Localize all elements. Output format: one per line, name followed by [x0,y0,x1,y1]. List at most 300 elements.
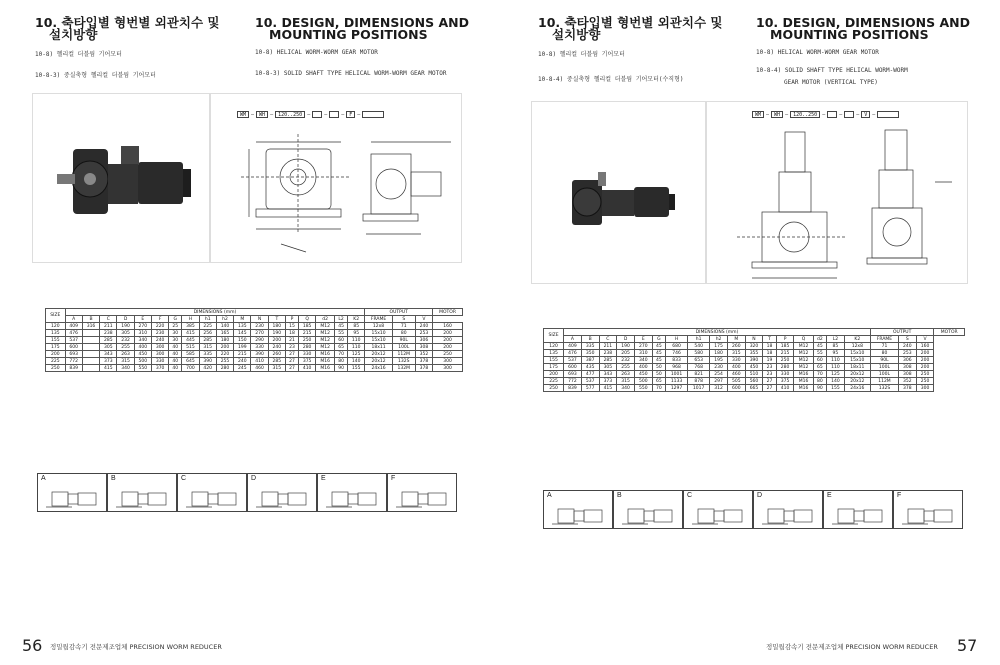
table-cell: 27 [285,365,298,372]
position-a [37,473,107,512]
position-f [893,490,963,529]
type-code: WM – WH – 120..250 – – – F – [237,111,384,118]
table-cell: 340 [117,365,134,372]
col-h2: h2 [216,316,233,323]
position-label: A [41,475,46,482]
col-n: N [251,316,268,323]
position-f [387,473,457,512]
table-cell: 420 [199,365,216,372]
table-cell: 155 [544,357,564,364]
table-cell [82,365,99,372]
table-cell: 20x12 [844,378,870,385]
gearmotor-icon [614,491,684,530]
table-cell: 65 [335,344,348,351]
position-label: D [757,492,763,499]
position-e [823,490,893,529]
table-cell: 505 [727,378,745,385]
table-cell: 330 [776,371,794,378]
table-cell: 190 [117,323,134,330]
table-cell: 577 [581,385,599,392]
table-cell: 18x11 [365,344,392,351]
position-label: F [391,475,396,482]
table-cell [82,330,99,337]
table-cell: 250 [916,378,934,385]
table-cell: 343 [599,371,617,378]
table-cell: 195 [710,357,728,364]
position-label: C [687,492,693,499]
subtitle-en-2a: 10-8-4) SOLID SHAFT TYPE HELICAL WORM-WORM [756,67,908,74]
table-cell: 410 [298,365,315,372]
table-cell: 185 [776,343,794,350]
table-cell: 254 [710,371,728,378]
table-cell: 200 [544,371,564,378]
table-row [46,344,463,351]
table-cell: 15x10 [365,337,392,344]
col-g: G [169,316,182,323]
table-cell: 250 [916,371,934,378]
table-cell: 135 [234,323,251,330]
table-cell: 653 [688,357,710,364]
table-cell: 45 [652,350,665,357]
table-cell: 180 [268,323,285,330]
table-cell: 320 [745,343,763,350]
table-cell: 415 [182,330,199,337]
header-output: OUTPUT [870,329,933,336]
table-cell: 199 [234,344,251,351]
table-cell: 476 [65,330,82,337]
header-dimensions: DIMENSIONS (mm) [65,309,365,316]
table-cell: M16 [794,371,813,378]
table-cell: 312 [710,385,728,392]
table-cell: 290 [251,337,268,344]
table-cell: 50 [652,371,665,378]
table-cell: 390 [199,358,216,365]
table-cell: 330 [151,358,168,365]
table-cell: 263 [117,351,134,358]
table-cell: 100L [392,344,415,351]
table-cell: 768 [688,364,710,371]
table-cell: 537 [65,337,82,344]
gearmotor-icon [108,474,178,513]
table-cell: 1297 [666,385,688,392]
subtitle-ko-1: 10-8) 헬리컬 더블웜 기어모터 [35,51,122,58]
table-cell: 1133 [666,378,688,385]
table-cell: 315 [199,344,216,351]
col-b: B [581,336,599,343]
table-cell: M16 [794,378,813,385]
footer-text: 정밀웜감속기 전문제조업체 PRECISION WORM REDUCER [50,643,222,651]
table-cell: 180 [216,337,233,344]
subtitle-ko-2: 10-8-4) 중실축형 헬리컬 더블웜 기어모터(수직형) [538,76,684,83]
col-h1: h1 [199,316,216,323]
table-cell: 477 [581,371,599,378]
table-cell: 300 [151,351,168,358]
mounting-positions [543,490,963,529]
dimension-drawing [210,93,462,263]
table-cell: 537 [564,357,582,364]
table-cell: 90L [870,357,898,364]
table-cell: 240 [268,344,285,351]
table-cell: 200 [916,350,934,357]
header-motor: MOTOR [934,329,965,336]
table-cell: 60 [335,337,348,344]
table-cell: 85 [827,343,845,350]
table-cell: 409 [564,343,582,350]
table-cell: 700 [182,365,199,372]
col-p: P [776,336,794,343]
table-cell: 285 [599,357,617,364]
table-cell: 435 [581,364,599,371]
table-cell: 350 [581,350,599,357]
gearmotor-icon [894,491,964,530]
table-row [46,323,463,330]
table-cell: 240 [898,343,916,350]
table-cell: 110 [348,337,365,344]
col-k2: K2 [844,336,870,343]
table-row [544,385,965,392]
col-frame: FRAME [870,336,898,343]
table-cell [82,358,99,365]
table-cell: 280 [298,344,315,351]
table-cell: 211 [599,343,617,350]
table-cell: 315 [617,378,635,385]
table-cell: 450 [134,351,151,358]
col-c: C [100,316,117,323]
col-h: H [666,336,688,343]
position-c [177,473,247,512]
table-cell: 250 [298,337,315,344]
table-cell: 220 [151,323,168,330]
col-size: SIZE [46,309,66,323]
table-row [544,343,965,350]
subtitle-en-2b: GEAR MOTOR (VERTICAL TYPE) [784,79,878,86]
table-cell: 330 [727,357,745,364]
table-cell: 585 [182,351,199,358]
table-cell: 600 [65,344,82,351]
table-cell: 821 [688,371,710,378]
table-cell: 80 [813,378,826,385]
table-cell: 315 [727,350,745,357]
table-cell: M12 [316,344,335,351]
col-d2: d2 [316,316,335,323]
table-cell: 370 [151,365,168,372]
position-label: B [617,492,622,499]
table-cell: 253 [898,350,916,357]
table-cell: 20x12 [365,358,392,365]
table-cell: 40 [169,351,182,358]
table-cell: 373 [599,378,617,385]
table-cell: 255 [117,344,134,351]
table-cell: 400 [134,344,151,351]
table-cell: 27 [285,358,298,365]
position-label: A [547,492,552,499]
table-cell: 30 [169,337,182,344]
table-cell: M12 [316,323,335,330]
table-cell: 71 [392,323,415,330]
table-cell: M12 [794,350,813,357]
gearmotor-icon [388,474,458,513]
table-cell: 15x10 [365,330,392,337]
table-cell: 132S [392,358,415,365]
table-cell: 12x8 [844,343,870,350]
col-frame: FRAME [365,316,392,323]
table-cell: 150 [234,337,251,344]
gearmotor-icon [824,491,894,530]
table-cell: M16 [316,365,335,372]
table-row [544,371,965,378]
table-cell: 415 [100,365,117,372]
table-cell: 270 [634,343,652,350]
mounting-positions [37,473,457,512]
gearmotor-icon [684,491,754,530]
table-cell: 140 [827,378,845,385]
table-cell: 232 [617,357,635,364]
table-cell: 205 [617,350,635,357]
table-cell: 375 [298,358,315,365]
table-cell: 18x11 [844,364,870,371]
table-cell: 215 [776,350,794,357]
table-cell: M16 [316,351,335,358]
table-cell: 175 [46,344,66,351]
table-cell: 378 [415,358,432,365]
table-cell: 200 [216,344,233,351]
col-c: C [599,336,617,343]
table-cell: 445 [182,337,199,344]
table-cell: 230 [710,364,728,371]
table-cell: 550 [134,365,151,372]
table-cell: 230 [151,330,168,337]
title-ko: 10. 축타입별 형번별 외관치수 및 설치방향 [35,15,220,42]
table-cell: 40 [169,365,182,372]
table-cell: 385 [182,323,199,330]
type-code: WM – WH – 120..250 – – – V – [752,111,899,118]
table-cell: 85 [348,323,365,330]
table-cell: 255 [216,358,233,365]
table-cell: 220 [216,351,233,358]
table-cell: 645 [182,358,199,365]
table-cell: 200 [268,337,285,344]
table-cell: 135 [46,330,66,337]
table-cell: 90L [392,337,415,344]
table-cell: 125 [827,371,845,378]
table-cell: 352 [415,351,432,358]
table-cell: 200 [46,351,66,358]
dimensions-table [45,308,463,372]
table-cell: 460 [727,371,745,378]
table-row [544,357,965,364]
position-d [753,490,823,529]
col-e: E [134,316,151,323]
table-cell: 24x16 [365,365,392,372]
subtitle-en-1: 10-8) HELICAL WORM-WORM GEAR MOTOR [255,49,378,56]
table-row [544,364,965,371]
table-cell: 387 [581,357,599,364]
table-cell: 200 [433,330,463,337]
table-cell: 839 [564,385,582,392]
table-cell: 340 [134,337,151,344]
table-cell: 373 [100,358,117,365]
table-cell: 71 [870,343,898,350]
table-row [46,351,463,358]
footer-text: 정밀웜감속기 전문제조업체 PRECISION WORM REDUCER [766,643,938,651]
table-cell: 300 [151,344,168,351]
table-cell: 65 [813,364,826,371]
table-cell: 140 [348,358,365,365]
col-h1: h1 [688,336,710,343]
table-cell: 250 [544,385,564,392]
table-cell: M12 [794,343,813,350]
table-cell: 515 [182,344,199,351]
col-q: Q [794,336,813,343]
col-v: V [916,336,934,343]
table-cell: 120 [46,323,66,330]
table-cell: 270 [134,323,151,330]
position-label: E [321,475,326,482]
table-cell: 125 [348,351,365,358]
title-en: 10. DESIGN, DIMENSIONS AND MOUNTING POSITIONS [255,15,469,42]
table-cell: 23 [285,344,298,351]
table-cell: 340 [617,385,635,392]
table-cell: 280 [776,364,794,371]
table-cell: 330 [298,351,315,358]
table-cell: 230 [251,323,268,330]
table-cell: 410 [251,358,268,365]
dimensions-table [543,328,965,392]
subtitle-ko-1: 10-8) 헬리컬 더블웜 기어모터 [538,51,625,58]
table-cell: 24x16 [844,385,870,392]
table-cell: 200 [433,337,463,344]
gearmotor-icon [318,474,388,513]
table-row [544,350,965,357]
col-s: S [392,316,415,323]
table-cell: 315 [117,358,134,365]
table-cell: 297 [710,378,728,385]
table-row [46,337,463,344]
table-cell: 335 [199,351,216,358]
table-cell: 693 [564,371,582,378]
table-cell: 21 [285,337,298,344]
position-label: F [897,492,902,499]
table-cell: 263 [617,371,635,378]
table-cell: 45 [335,323,348,330]
table-cell: 160 [433,323,463,330]
table-cell: 110 [827,364,845,371]
table-cell: 112M [870,378,898,385]
table-cell: 300 [433,358,463,365]
table-cell: 45 [652,357,665,364]
table-cell: 12x8 [365,323,392,330]
position-label: C [181,475,187,482]
table-cell: 211 [100,323,117,330]
table-cell: 155 [46,337,66,344]
table-cell: 25 [169,323,182,330]
table-cell [82,337,99,344]
table-cell: 306 [415,337,432,344]
table-cell: 225 [544,378,564,385]
table-cell: 160 [916,343,934,350]
position-label: E [827,492,832,499]
gearmotor-icon [38,474,108,513]
position-c [683,490,753,529]
table-cell: 120 [544,343,564,350]
col-s: S [898,336,916,343]
table-cell: M12 [794,364,813,371]
table-cell: M16 [794,385,813,392]
table-cell: 400 [727,364,745,371]
table-cell: 100L [870,371,898,378]
table-cell: 305 [117,330,134,337]
col-a: A [564,336,582,343]
table-cell: 270 [251,330,268,337]
table-cell: 45 [652,343,665,350]
title-en: 10. DESIGN, DIMENSIONS AND MOUNTING POSITIONS [756,15,970,42]
table-cell: 70 [652,385,665,392]
table-cell: M12 [316,337,335,344]
col-d: D [117,316,134,323]
col-h2: h2 [710,336,728,343]
table-cell: 378 [898,385,916,392]
col-g: G [652,336,665,343]
table-cell: 240 [151,337,168,344]
table-cell: 18 [763,350,776,357]
table-cell: 55 [335,330,348,337]
product-photo [531,101,706,284]
table-cell: 306 [898,357,916,364]
table-cell: 250 [776,357,794,364]
table-cell: 839 [65,365,82,372]
table-cell: 95 [348,330,365,337]
table-cell: 308 [415,344,432,351]
table-cell: 18 [285,330,298,337]
col-n: N [745,336,763,343]
table-cell: 70 [335,351,348,358]
table-cell: 15x10 [844,357,870,364]
table-cell: 80 [335,358,348,365]
table-cell [82,351,99,358]
table-cell: 343 [100,351,117,358]
table-cell: 27 [763,385,776,392]
col-q: Q [298,316,315,323]
table-cell: 27 [285,351,298,358]
table-cell: 132S [870,385,898,392]
table-cell: 537 [581,378,599,385]
table-cell: 215 [234,351,251,358]
table-cell: 280 [216,365,233,372]
page-number: 57 [957,636,978,655]
gearmotor-icon [248,474,318,513]
col-t: T [268,316,285,323]
table-cell: 250 [433,351,463,358]
col-l2: L2 [827,336,845,343]
table-cell: 155 [827,385,845,392]
table-cell: 450 [745,364,763,371]
gearmotor-icon [544,491,614,530]
table-cell: 19 [763,357,776,364]
table-cell: 238 [100,330,117,337]
table-cell: 180 [710,350,728,357]
col-e: E [634,336,652,343]
table-cell: 232 [117,337,134,344]
table-cell: 238 [599,350,617,357]
table-cell: 285 [268,358,285,365]
table-cell: 155 [348,365,365,372]
table-cell: 100L [870,364,898,371]
table-cell: 580 [688,350,710,357]
table-cell: 330 [251,344,268,351]
table-cell: 240 [234,358,251,365]
table-cell: 55 [813,350,826,357]
table-cell: 300 [916,385,934,392]
